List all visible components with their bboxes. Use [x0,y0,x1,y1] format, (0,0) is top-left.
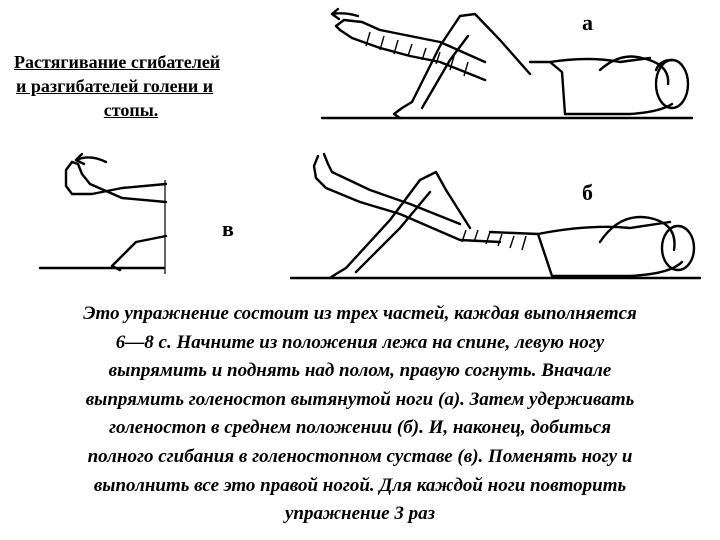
description-line: упражнение 3 раз [284,503,436,525]
page-title [14,50,304,122]
description-line: полного сгибания в голеностопном суставе (в). Поменять ногу и [87,445,633,467]
exercise-description [6,300,714,529]
description-line: выпрямить голеностоп вытянутой ноги (а). Затем удерживать [85,388,635,410]
description-line: выполнить все это правой ногой. Для каждой ноги повторить [93,474,627,496]
description-line: выпрямить и поднять над полом, правую согнуть. Вначале [108,360,612,382]
title-line-1: Растягивание сгибателей [14,52,221,72]
description-line: Это упражнение состоит из трех частей, каждая выполняется [83,303,637,324]
exercise-illustration-v [32,150,172,280]
exercise-illustration-a [300,0,700,130]
title-line-2: и разгибателей голени и [16,76,214,96]
description-line: голеностоп в среднем положении (б). И, наконец, добиться [108,417,612,439]
figure-label-a: а [582,10,593,35]
description-line: 6—8 с. Начните из положения лежа на спине, левую ногу [115,331,605,353]
figure-label-b: б [582,180,593,205]
exercise-illustration-b [290,150,710,290]
figure-label-v: в [222,216,234,241]
title-line-3: стопы. [103,100,159,120]
